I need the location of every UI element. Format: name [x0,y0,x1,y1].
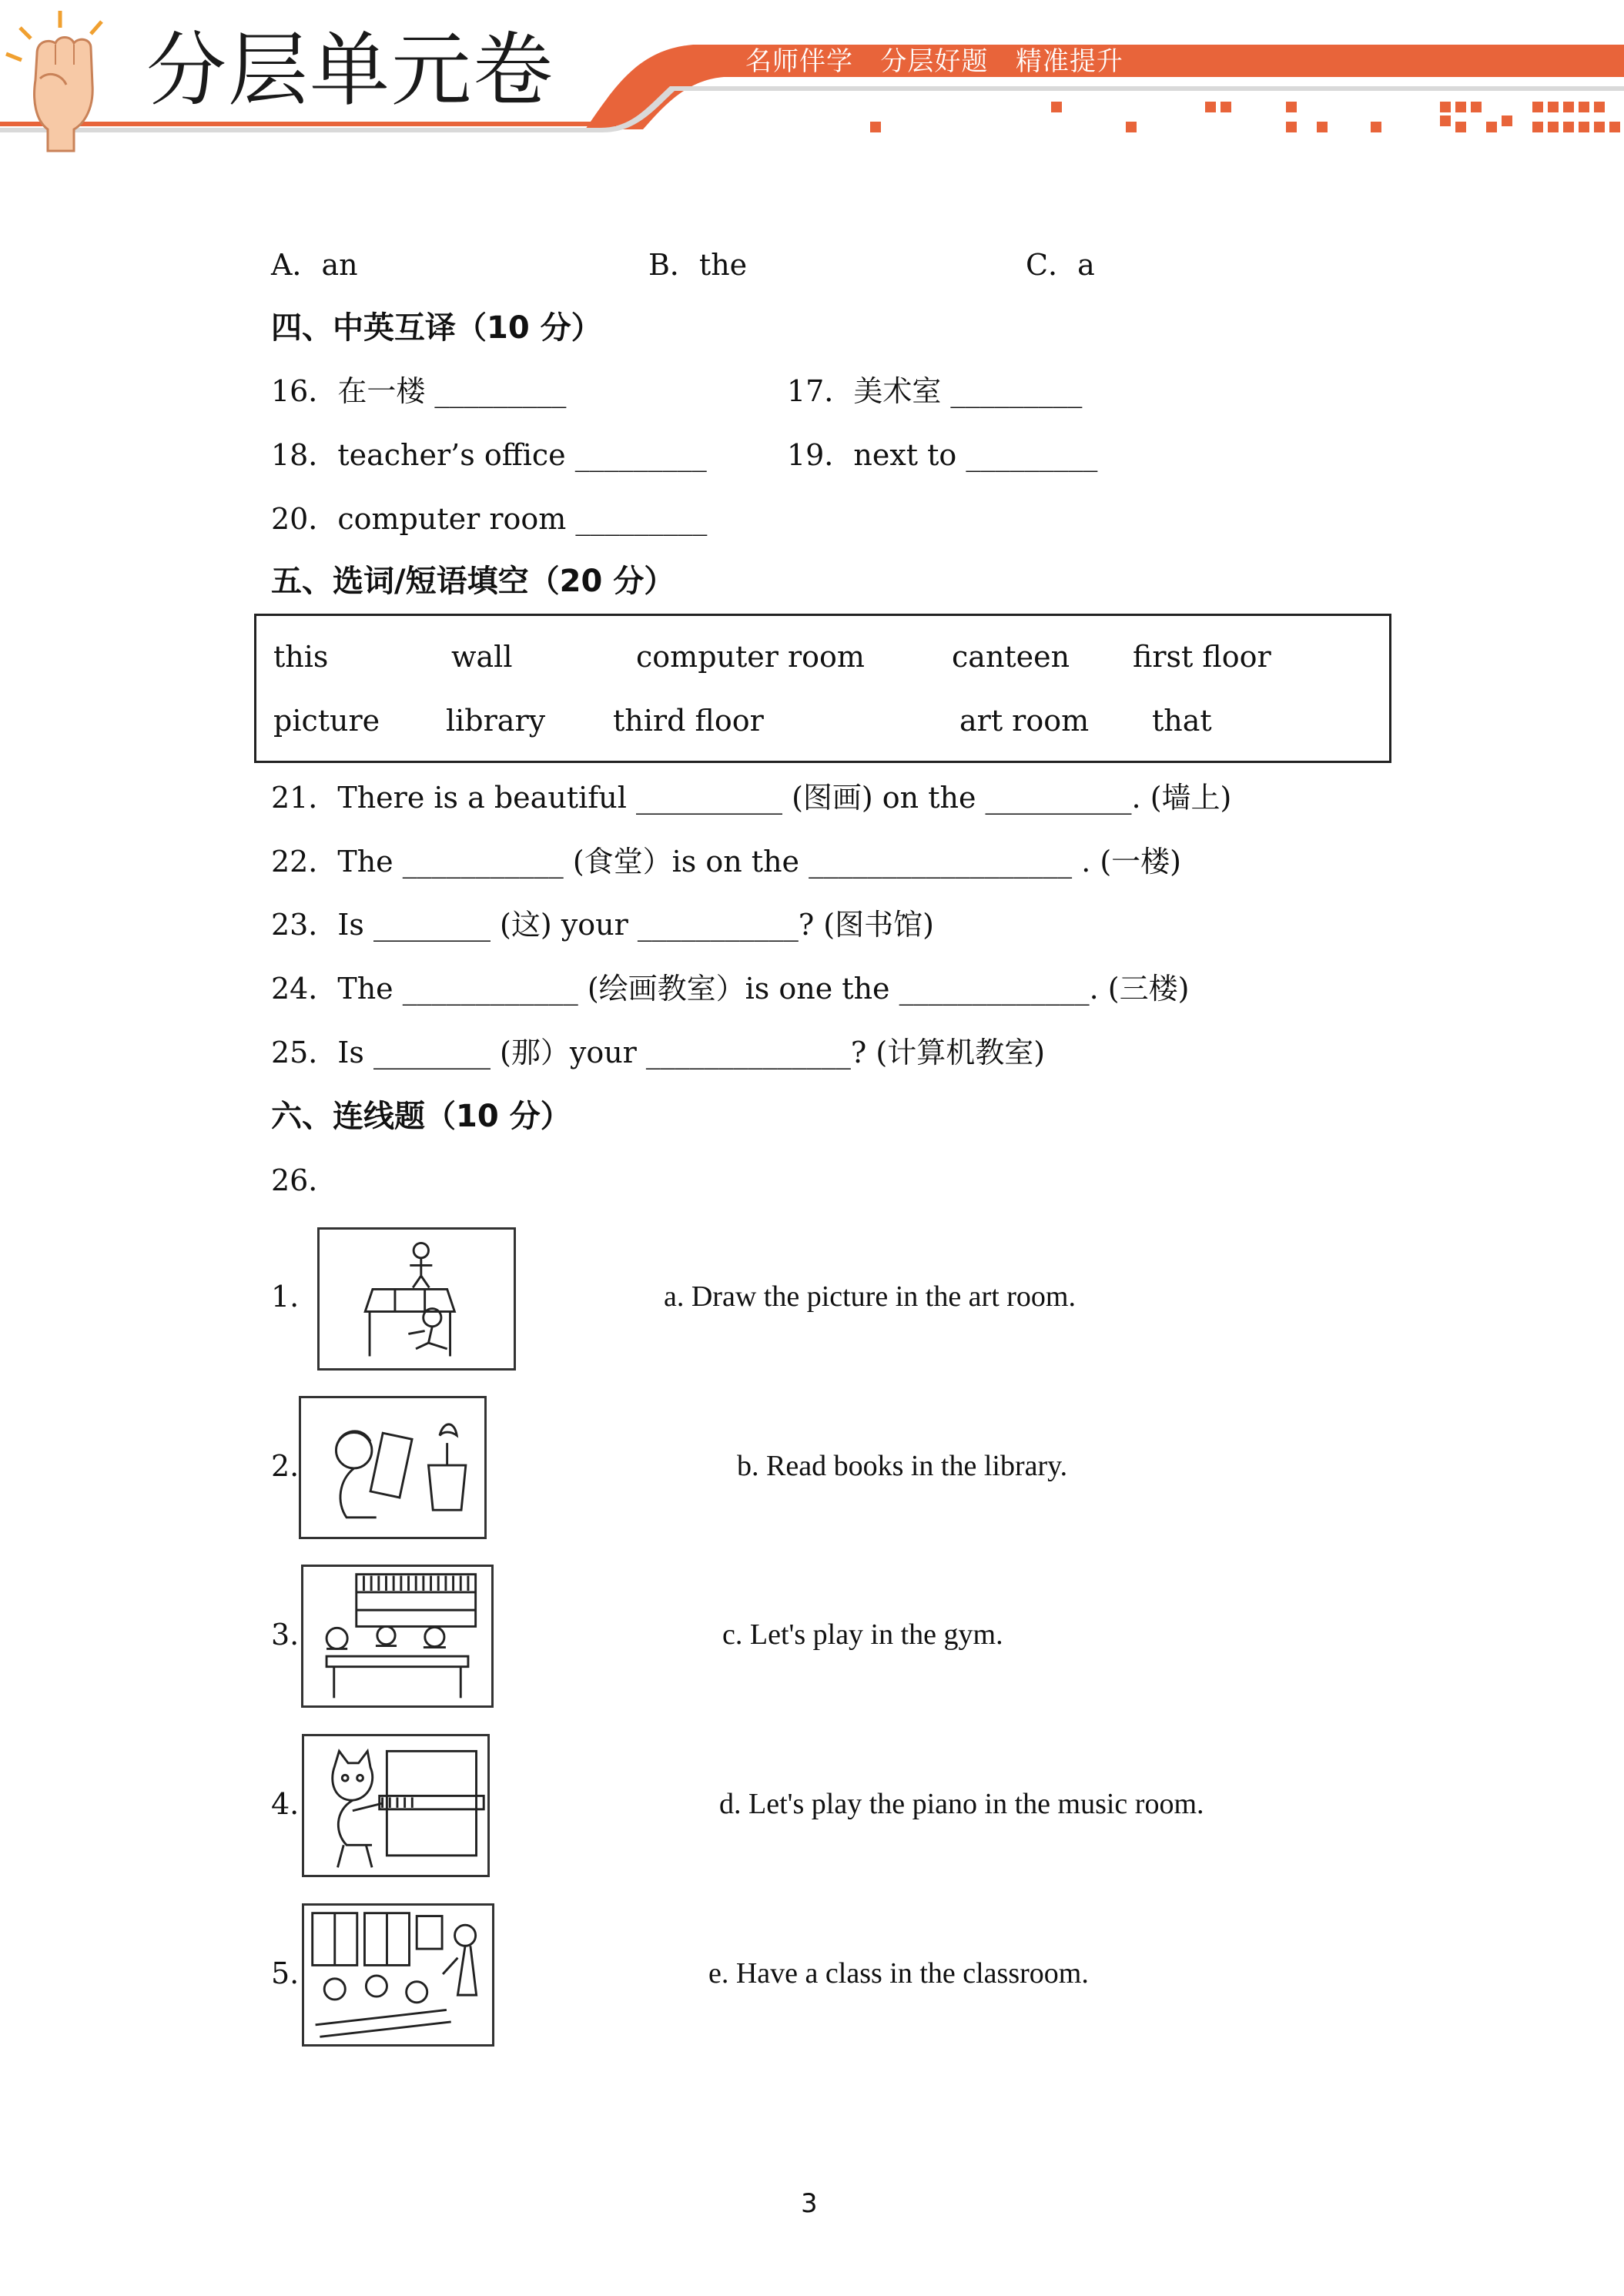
sentence-b: b. Read books in the library. [737,1450,1068,1482]
page-number: 3 [801,2188,818,2219]
option-b: B．the [648,248,748,282]
question-25: 25．Is ________ (那）your ______________? (计算机教室) [271,1036,1046,1069]
word-bank-item: computer room [636,640,865,674]
cat-playing-piano-picture [302,1734,490,1877]
picture-number: 2. [271,1449,300,1483]
section-4-heading: 四、中英互译（10 分） [271,310,602,346]
picture-number: 3. [271,1618,300,1652]
question-22: 22．The ___________ (食堂）is on the __________________ . (一楼) [271,845,1182,879]
word-bank-item: this [273,640,329,674]
picture-number: 5. [271,1956,300,1990]
page-title: 分层单元卷 [146,23,555,117]
sentence-a: a. Draw the picture in the art room. [664,1280,1076,1313]
question-16: 16．在一楼 _________ [271,374,567,408]
question-24: 24．The ____________ (绘画教室）is one the _____________. (三楼) [271,972,1190,1006]
kids-climbing-desk-icon [320,1230,514,1368]
children-reading-library-icon [303,1567,491,1705]
word-bank-item: wall [451,640,513,674]
word-bank-item: picture [273,704,380,738]
word-bank-item: that [1152,704,1212,738]
question-17: 17．美术室 _________ [787,374,1083,408]
section-6-heading: 六、连线题（10 分） [271,1099,571,1134]
children-reading-library-picture [301,1565,494,1708]
question-26-number: 26． [271,1163,338,1197]
question-21: 21．There is a beautiful __________ (图画) on the __________. (墙上) [271,781,1232,815]
sentence-c: c. Let's play in the gym. [722,1618,1003,1651]
cat-playing-piano-icon [304,1736,487,1875]
word-bank-item: first floor [1133,640,1271,674]
picture-number: 4. [271,1787,300,1821]
child-drawing-picture [299,1396,487,1539]
section-5-heading: 五、选词/短语填空（20 分） [271,564,675,599]
question-20: 20．computer room _________ [271,502,708,536]
picture-number: 1. [271,1280,300,1314]
teacher-classroom-picture [302,1903,494,2047]
option-c: C．a [1026,248,1095,282]
word-bank-item: third floor [613,704,764,738]
word-bank-item: art room [959,704,1090,738]
header-slogan: 名师伴学 分层好题 精准提升 [745,46,1123,77]
question-19: 19．next to _________ [787,438,1098,472]
sentence-d: d. Let's play the piano in the music room. [719,1788,1204,1820]
page-header [0,0,1624,154]
question-23: 23．Is ________ (这) your ___________? (图书馆) [271,908,934,942]
kids-climbing-desk-picture [317,1227,516,1371]
word-bank-item: canteen [952,640,1070,674]
teacher-classroom-icon [304,1906,492,2044]
sentence-e: e. Have a class in the classroom. [708,1957,1089,1990]
question-18: 18．teacher’s office _________ [271,438,707,472]
word-bank-box [254,614,1391,763]
option-a: A．an [271,248,358,282]
child-drawing-icon [301,1398,484,1537]
word-bank-item: library [446,704,546,738]
